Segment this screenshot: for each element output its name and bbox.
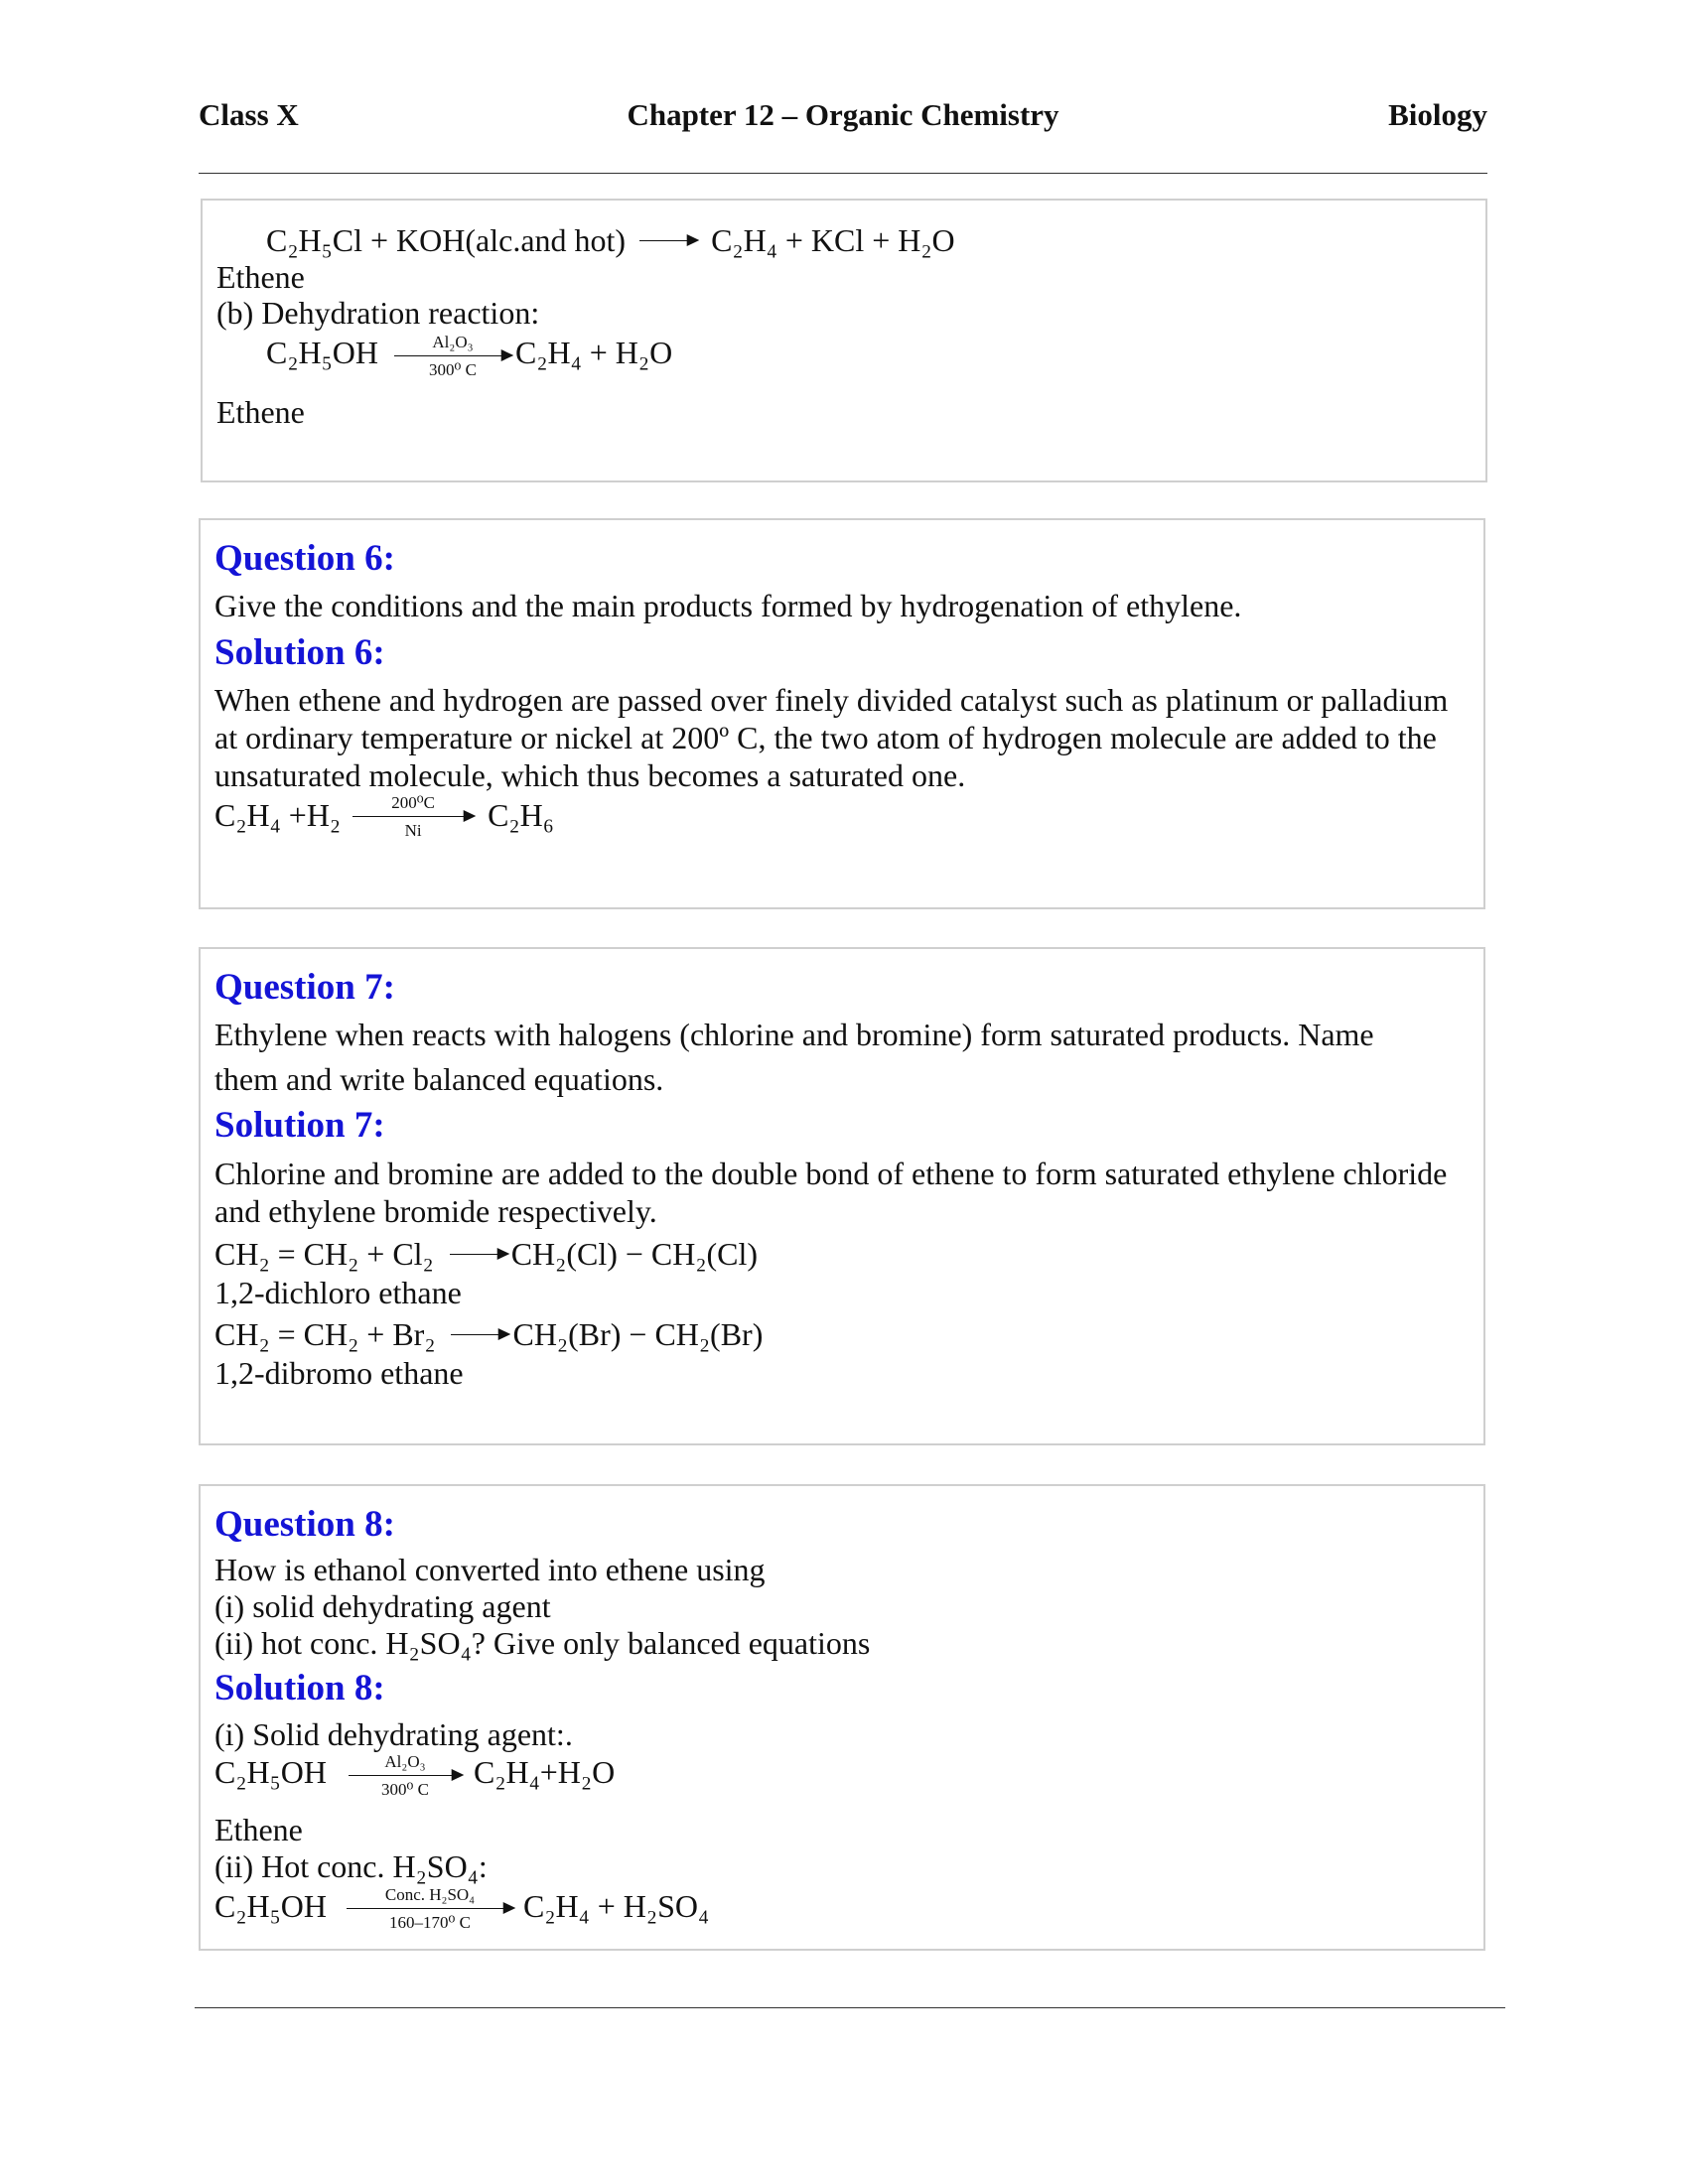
equation-lhs: CH₂ = CH₂ + Br₂ (214, 1316, 436, 1352)
solution-line: and ethylene bromide respectively. (214, 1193, 657, 1229)
arrow-condition-above: Al₂O₃ (384, 1752, 426, 1771)
header-subject: Biology (1388, 97, 1487, 132)
solution-title: Solution 8: (214, 1668, 385, 1708)
question-title: Question 6: (214, 538, 395, 579)
reaction-arrow (451, 1334, 508, 1335)
equation-dehydration (266, 330, 673, 379)
question-7-box (199, 947, 1485, 1445)
question-line: (i) solid dehydrating agent (214, 1588, 551, 1624)
solution-line: Chlorine and bromine are added to the double bond of ethene to form saturated ethylene chloride (214, 1156, 1448, 1191)
equation-chlorination (214, 1238, 758, 1270)
reaction-arrow (639, 240, 697, 241)
question-line: (ii) hot conc. H₂SO₄? Give only balanced equations (214, 1625, 871, 1661)
arrow-condition-below: 300⁰ C (381, 1780, 429, 1799)
equation-rhs: CH₂(Br) − CH₂(Br) (512, 1316, 764, 1352)
product-name: Ethene (216, 394, 305, 430)
question-8-box (199, 1484, 1485, 1951)
arrow-condition-above: 200⁰C (391, 793, 435, 812)
question-line: Ethylene when reacts with halogens (chlorine and bromine) form saturated products. Name (214, 1017, 1374, 1052)
solution-title: Solution 7: (214, 1105, 385, 1146)
equation-ethyl-chloride (266, 224, 955, 256)
footer-rule (195, 2007, 1505, 2008)
equation-rhs: C₂H₄ + H₂O (514, 334, 673, 370)
question-6-box (199, 518, 1485, 909)
reaction-arrow (394, 334, 511, 378)
product-name: 1,2-dichloro ethane (214, 1275, 462, 1310)
question-line: them and write balanced equations. (214, 1061, 664, 1097)
equation-lhs: C₂H₅OH (214, 1753, 327, 1790)
product-name: Ethene (214, 1812, 303, 1847)
arrow-condition-below: 300⁰ C (429, 360, 477, 379)
continuation-box (201, 199, 1487, 482)
solution-part-label: (i) Solid dehydrating agent:. (214, 1716, 573, 1752)
question-title: Question 7: (214, 967, 395, 1008)
question-title: Question 8: (214, 1504, 395, 1545)
header-rule (199, 173, 1487, 174)
question-line: How is ethanol converted into ethene using (214, 1552, 766, 1587)
equation-rhs: CH₂(Cl) − CH₂(Cl) (510, 1236, 759, 1272)
reaction-arrow (347, 1886, 513, 1931)
equation-rhs: C₂H₄ + H₂SO₄ (522, 1887, 710, 1924)
reaction-arrow (450, 1254, 507, 1255)
arrow-condition-below: 160–170⁰ C (389, 1913, 471, 1932)
equation-lhs: C₂H₅OH (214, 1887, 327, 1924)
equation-lhs: C₂H₅Cl + KOH(alc.and hot) (266, 222, 627, 258)
product-name: Ethene (216, 259, 305, 295)
arrow-condition-above: Al₂O₃ (432, 333, 474, 351)
solution-part-label: (ii) Hot conc. H₂SO₄: (214, 1848, 488, 1884)
arrow-condition-below: Ni (404, 821, 422, 840)
equation-solid-dehydration (214, 1749, 616, 1799)
header-class: Class X (199, 97, 299, 132)
product-name: 1,2-dibromo ethane (214, 1355, 464, 1391)
arrow-condition-above: Conc. H₂SO₄ (384, 1885, 476, 1904)
header-chapter-title: Chapter 12 – Organic Chemistry (627, 97, 1059, 132)
solution-line: When ethene and hydrogen are passed over finely divided catalyst such as platinum or palladium (214, 682, 1449, 718)
equation-hydrogenation (214, 792, 554, 840)
reaction-arrow (352, 794, 474, 839)
reaction-arrow (349, 1753, 462, 1798)
equation-rhs: C₂H₄+H₂O (473, 1753, 616, 1790)
equation-lhs: C₂H₄ +H₂ (214, 796, 342, 833)
equation-lhs: CH₂ = CH₂ + Cl₂ (214, 1236, 434, 1272)
equation-bromination (214, 1318, 763, 1350)
equation-lhs: C₂H₅OH (266, 334, 378, 370)
equation-acid-dehydration (214, 1883, 710, 1932)
equation-rhs: C₂H₆ (488, 796, 554, 833)
page-header (199, 97, 1487, 145)
dehydration-heading: (b) Dehydration reaction: (216, 295, 540, 331)
solution-line: unsaturated molecule, which thus becomes a saturated one. (214, 757, 966, 793)
question-text: Give the conditions and the main products formed by hydrogenation of ethylene. (214, 588, 1242, 623)
solution-line: at ordinary temperature or nickel at 200º C, the two atom of hydrogen molecule are added to the (214, 720, 1437, 755)
solution-title: Solution 6: (214, 632, 385, 673)
equation-rhs: C₂H₄ + KCl + H₂O (711, 222, 955, 258)
